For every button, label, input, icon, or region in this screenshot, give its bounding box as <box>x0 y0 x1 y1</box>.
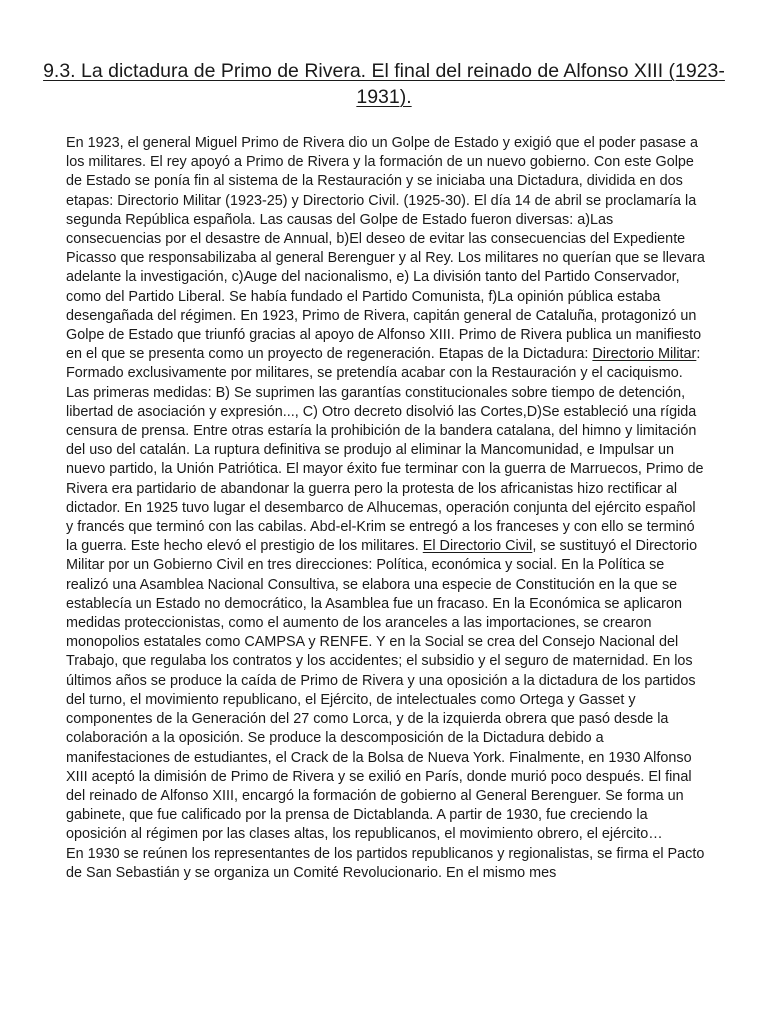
heading-directorio-militar: Directorio Militar <box>592 346 697 363</box>
heading-directorio-civil: El Directorio Civil <box>422 538 533 555</box>
paragraph-1 <box>66 134 706 845</box>
paragraph-1-text-b: : Formado exclusivamente por militares, se pretendía acabar con la Restauración y el caciquismo. Las primeras medidas: B) Se suprimen las garantías constitucionales sobre tiempo de detención, libertad de asociación y expresión..., C) Otro decreto disolvió las Cortes,D)Se estableció una rígida censura de prensa. Entre otras estaría la prohibición de la bandera catalana, del himno y limitación del uso del catalán. La ruptura definitiva se produjo al eliminar la Mancomunidad, e Impulsar un nuevo partido, la Unión Patriótica. El mayor éxito fue terminar con la guerra de Marruecos, Primo de Rivera era partidario de abandonar la guerra pero la protesta de los africanistas hizo rectificar al dictador. En 1925 tuvo lugar el desembarco de Alhucemas, operación conjunta del ejército español y francés que terminó con las cabilas. Abd-el-Krim se entregó a los franceses y con ello se terminó la guerra. Este hecho elevó el prestigio de los militares. <box>66 346 704 555</box>
document-body <box>66 134 706 883</box>
paragraph-1-text-c: , se sustituyó el Directorio Militar por un Gobierno Civil en tres direcciones: Política, económica y social. En la Política se realizó una Asamblea Nacional Consultiva, se elabora una especie de Constitución en la que se establecía un Estado no democrático, la Asamblea fue un fracaso. En la Económica se aplicaron medidas proteccionistas, como el aumento de los aranceles a las importaciones, se crearon monopolios estatales como CAMPSA y RENFE. Y en la Social se crea del Consejo Nacional del Trabajo, que regulaba los contratos y los accidentes; el subsidio y el seguro de maternidad. En los últimos años se produce la caída de Primo de Rivera y una oposición a la dictadura de los partidos del turno, el movimiento republicano, el Ejército, de intelectuales como Ortega y Gasset y componentes de la Generación del 27 como Lorca, y de la izquierda obrera que pasó desde la colaboración a la oposición. Se produce la descomposición de la Dictadura debido a manifestaciones de estudiantes, el Crack de la Bolsa de Nueva York. Finalmente, en 1930 Alfonso XIII aceptó la dimisión de Primo de Rivera y se exilió en París, donde murió poco después. El final del reinado de Alfonso XIII, encargó la formación de gobierno al General Berenguer. Se forma un gabinete, que fue calificado por la prensa de Dictablanda. A partir de 1930, fue creciendo la oposición al régimen por las clases altas, los republicanos, el movimiento obrero, el ejército… <box>66 538 698 843</box>
paragraph-1-text-a: En 1923, el general Miguel Primo de Rivera dio un Golpe de Estado y exigió que el poder pasase a los militares. El rey apoyó a Primo de Rivera y la formación de un nuevo gobierno. Con este Golpe de Estado se ponía fin al sistema de la Restauración y se iniciaba una Dictadura, dividida en dos etapas: Directorio Militar (1923-25) y Directorio Civil. (1925-30). El día 14 de abril se proclamaría la segunda República española. Las causas del Golpe de Estado fueron diversas: a)Las consecuencias por el desastre de Annual, b)El deseo de evitar las consecuencias del Expediente Picasso que responsabilizaba al general Berenguer y al Rey. Los militares no querían que se llevara adelante la investigación, c)Auge del nacionalismo, e) La división tanto del Partido Conservador, como del Partido Liberal. Se había fundado el Partido Comunista, f)La opinión pública estaba desengañada del régimen. En 1923, Primo de Rivera, capitán general de Cataluña, protagonizó un Golpe de Estado que triunfó gracias al apoyo de Alfonso XIII. Primo de Rivera publica un manifiesto en el que se presenta como un proyecto de regeneración. Etapas de la Dictadura: <box>66 135 705 363</box>
document-title: 9.3. La dictadura de Primo de Rivera. El final del reinado de Alfonso XIII (1923-1931). <box>43 60 725 108</box>
paragraph-2: En 1930 se reúnen los representantes de los partidos republicanos y regionalistas, se firma el Pacto de San Sebastián y se organiza un Comité Revolucionario. En el mismo mes <box>66 845 705 881</box>
